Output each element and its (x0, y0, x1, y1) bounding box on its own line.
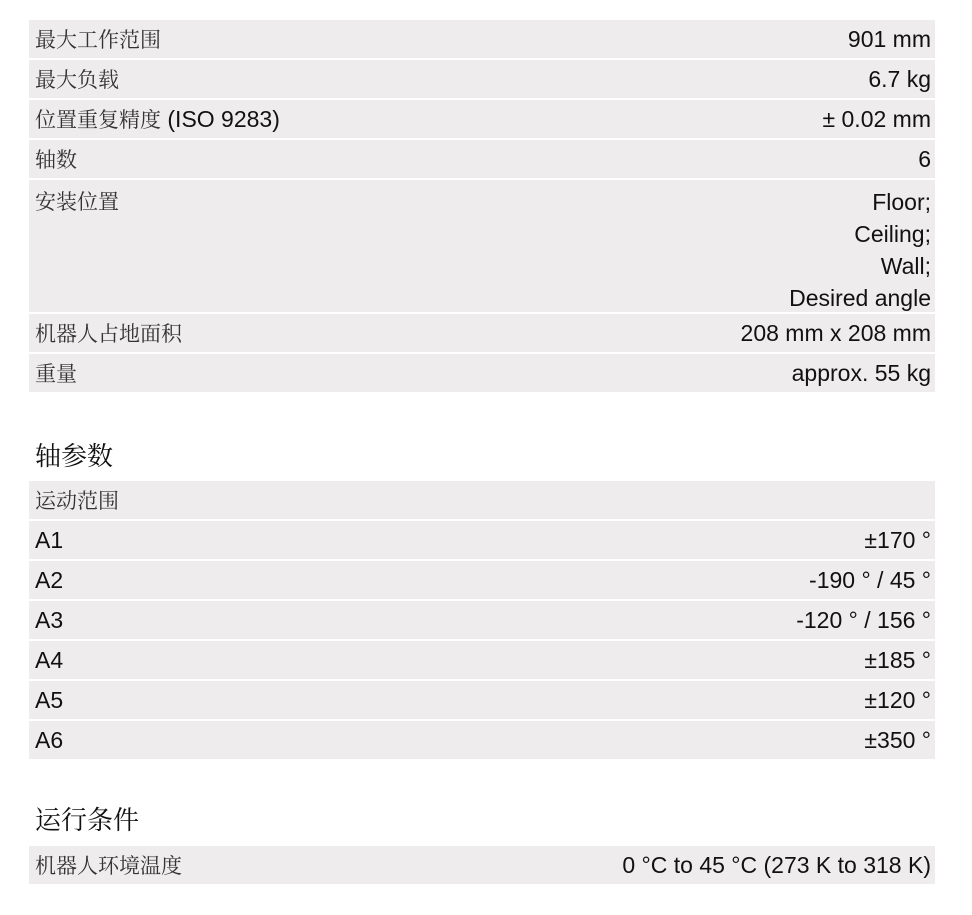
axis-label: A5 (35, 686, 64, 713)
spec-value: 6.7 kg (868, 65, 931, 92)
condition-label: 机器人环境温度 (35, 854, 182, 878)
axis-range-label: 运动范围 (35, 489, 119, 513)
spec-row-max-payload (29, 60, 935, 100)
axis-row-a3 (29, 601, 935, 641)
axis-table (29, 481, 935, 761)
axis-label: A4 (35, 646, 64, 673)
spec-label: 安装位置 (35, 190, 119, 214)
spec-row-footprint (29, 314, 935, 354)
axis-label: A2 (35, 566, 64, 593)
axis-value: -120 ° / 156 ° (796, 606, 931, 633)
specs-table (29, 20, 935, 394)
axis-value: -190 ° / 45 ° (809, 566, 931, 593)
axis-section-heading: 轴参数 (35, 442, 114, 472)
spec-label: 最大工作范围 (35, 28, 161, 52)
condition-row-ambient-temperature (29, 846, 935, 886)
spec-value-list (789, 186, 935, 314)
axis-label: A6 (35, 726, 64, 753)
spec-value: ± 0.02 mm (822, 105, 931, 132)
axis-range-row (29, 481, 935, 521)
condition-value: 0 °C to 45 °C (273 K to 318 K) (622, 851, 931, 878)
mounting-option: Desired angle (789, 285, 931, 311)
spec-row-repeatability (29, 100, 935, 140)
spec-value: 208 mm x 208 mm (740, 319, 931, 346)
spec-row-mounting (29, 180, 935, 314)
spec-row-axes (29, 140, 935, 180)
spec-row-weight (29, 354, 935, 394)
axis-row-a1 (29, 521, 935, 561)
spec-value: 6 (918, 145, 931, 172)
mounting-option: Wall; (880, 253, 931, 279)
axis-value: ±170 ° (864, 526, 931, 553)
mounting-option: Ceiling; (854, 221, 931, 247)
spec-label: 轴数 (35, 148, 77, 172)
spec-label: 机器人占地面积 (35, 322, 182, 346)
mounting-option: Floor; (872, 189, 931, 215)
spec-label: 重量 (35, 362, 77, 386)
axis-row-a2 (29, 561, 935, 601)
spec-value: approx. 55 kg (791, 359, 931, 386)
axis-label: A1 (35, 526, 64, 553)
spec-label-standard: (ISO 9283) (161, 106, 280, 132)
axis-value: ±350 ° (864, 726, 931, 753)
axis-value: ±185 ° (864, 646, 931, 673)
spec-label (29, 104, 280, 134)
spec-value: 901 mm (847, 25, 931, 52)
spec-label: 最大负载 (35, 68, 119, 92)
axis-row-a6 (29, 721, 935, 761)
spec-row-max-reach (29, 20, 935, 60)
conditions-table (29, 846, 935, 886)
spec-label-text: 位置重复精度 (35, 108, 161, 132)
axis-value: ±120 ° (864, 686, 931, 713)
axis-label: A3 (35, 606, 64, 633)
conditions-section-heading: 运行条件 (35, 806, 140, 836)
axis-row-a4 (29, 641, 935, 681)
axis-row-a5 (29, 681, 935, 721)
